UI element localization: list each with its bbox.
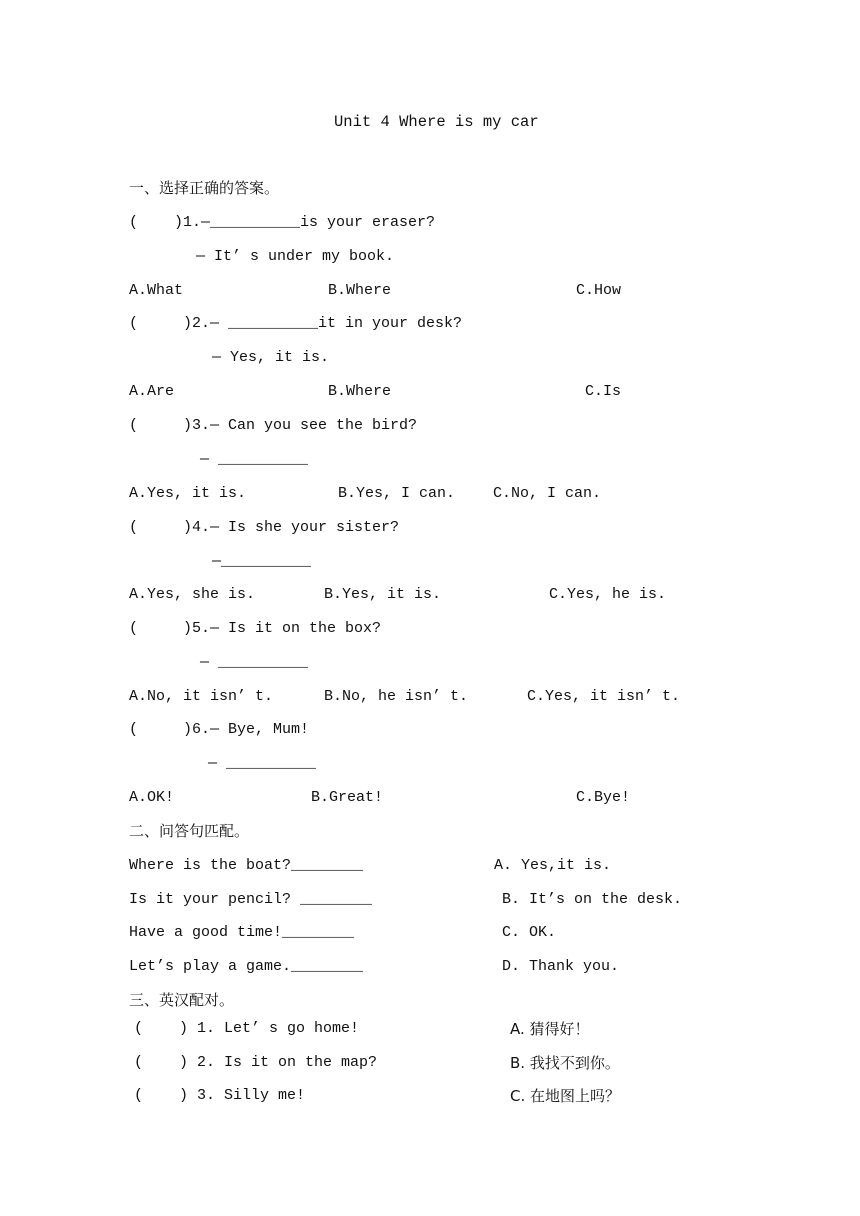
q3-option-c: C.No, I can.	[493, 485, 602, 502]
q4-reply: —__________	[212, 553, 312, 570]
q6-option-c: C.Bye!	[576, 789, 631, 806]
q3-stem: ( )3.— Can you see the bird?	[129, 417, 418, 434]
q2-option-b: B.Where	[328, 383, 392, 400]
q1-option-a: A.What	[129, 282, 184, 299]
q5-option-a: A.No, it isn’ t.	[129, 688, 274, 705]
q4-option-c: C.Yes, he is.	[549, 586, 667, 603]
q3-reply: — __________	[200, 451, 309, 468]
q3-option-b: B.Yes, I can.	[338, 485, 456, 502]
q6-option-b: B.Great!	[311, 789, 384, 806]
match-answer-d: D. Thank you.	[502, 958, 620, 975]
match-question-1: Where is the boat?________	[129, 857, 364, 874]
q4-stem: ( )4.— Is she your sister?	[129, 519, 400, 536]
q1-option-c: C.How	[576, 282, 622, 299]
q6-reply: — __________	[208, 755, 317, 772]
q1-option-b: B.Where	[328, 282, 392, 299]
match-answer-b: B. It’s on the desk.	[502, 891, 683, 908]
q5-stem: ( )5.— Is it on the box?	[129, 620, 382, 637]
match-answer-a: A. Yes,it is.	[494, 857, 612, 874]
page-title: Unit 4 Where is my car	[334, 113, 539, 131]
q5-option-c: C.Yes, it isn’ t.	[527, 688, 681, 705]
pair-english-2: ( ) 2. Is it on the map?	[134, 1054, 378, 1071]
section-2-heading: 二、问答句匹配。	[129, 822, 250, 840]
q5-reply: — __________	[200, 654, 309, 671]
q2-option-a: A.Are	[129, 383, 175, 400]
pair-chinese-b: B. 我找不到你。	[510, 1054, 620, 1072]
pair-english-3: ( ) 3. Silly me!	[134, 1087, 306, 1104]
match-question-2: Is it your pencil? ________	[129, 891, 373, 908]
q5-option-b: B.No, he isn’ t.	[324, 688, 469, 705]
q2-reply: — Yes, it is.	[212, 349, 330, 366]
pair-chinese-c: C. 在地图上吗？	[510, 1087, 621, 1105]
q4-option-a: A.Yes, she is.	[129, 586, 256, 603]
q6-stem: ( )6.— Bye, Mum!	[129, 721, 310, 738]
q6-option-a: A.OK!	[129, 789, 175, 806]
section-1-heading: 一、选择正确的答案。	[129, 179, 280, 197]
q2-option-c: C.Is	[585, 383, 622, 400]
match-question-4: Let’s play a game.________	[129, 958, 364, 975]
pair-english-1: ( ) 1. Let’ s go home!	[134, 1020, 360, 1037]
match-question-3: Have a good time!________	[129, 924, 355, 941]
pair-chinese-a: A. 猜得好！	[510, 1020, 590, 1038]
q4-option-b: B.Yes, it is.	[324, 586, 442, 603]
q2-stem: ( )2.— __________it in your desk?	[129, 315, 463, 332]
match-answer-c: C. OK.	[502, 924, 557, 941]
section-3-heading: 三、英汉配对。	[129, 991, 235, 1009]
q3-option-a: A.Yes, it is.	[129, 485, 247, 502]
q1-stem: ( )1.—__________is your eraser?	[129, 214, 436, 231]
q1-reply: — It’ s under my book.	[196, 248, 395, 265]
